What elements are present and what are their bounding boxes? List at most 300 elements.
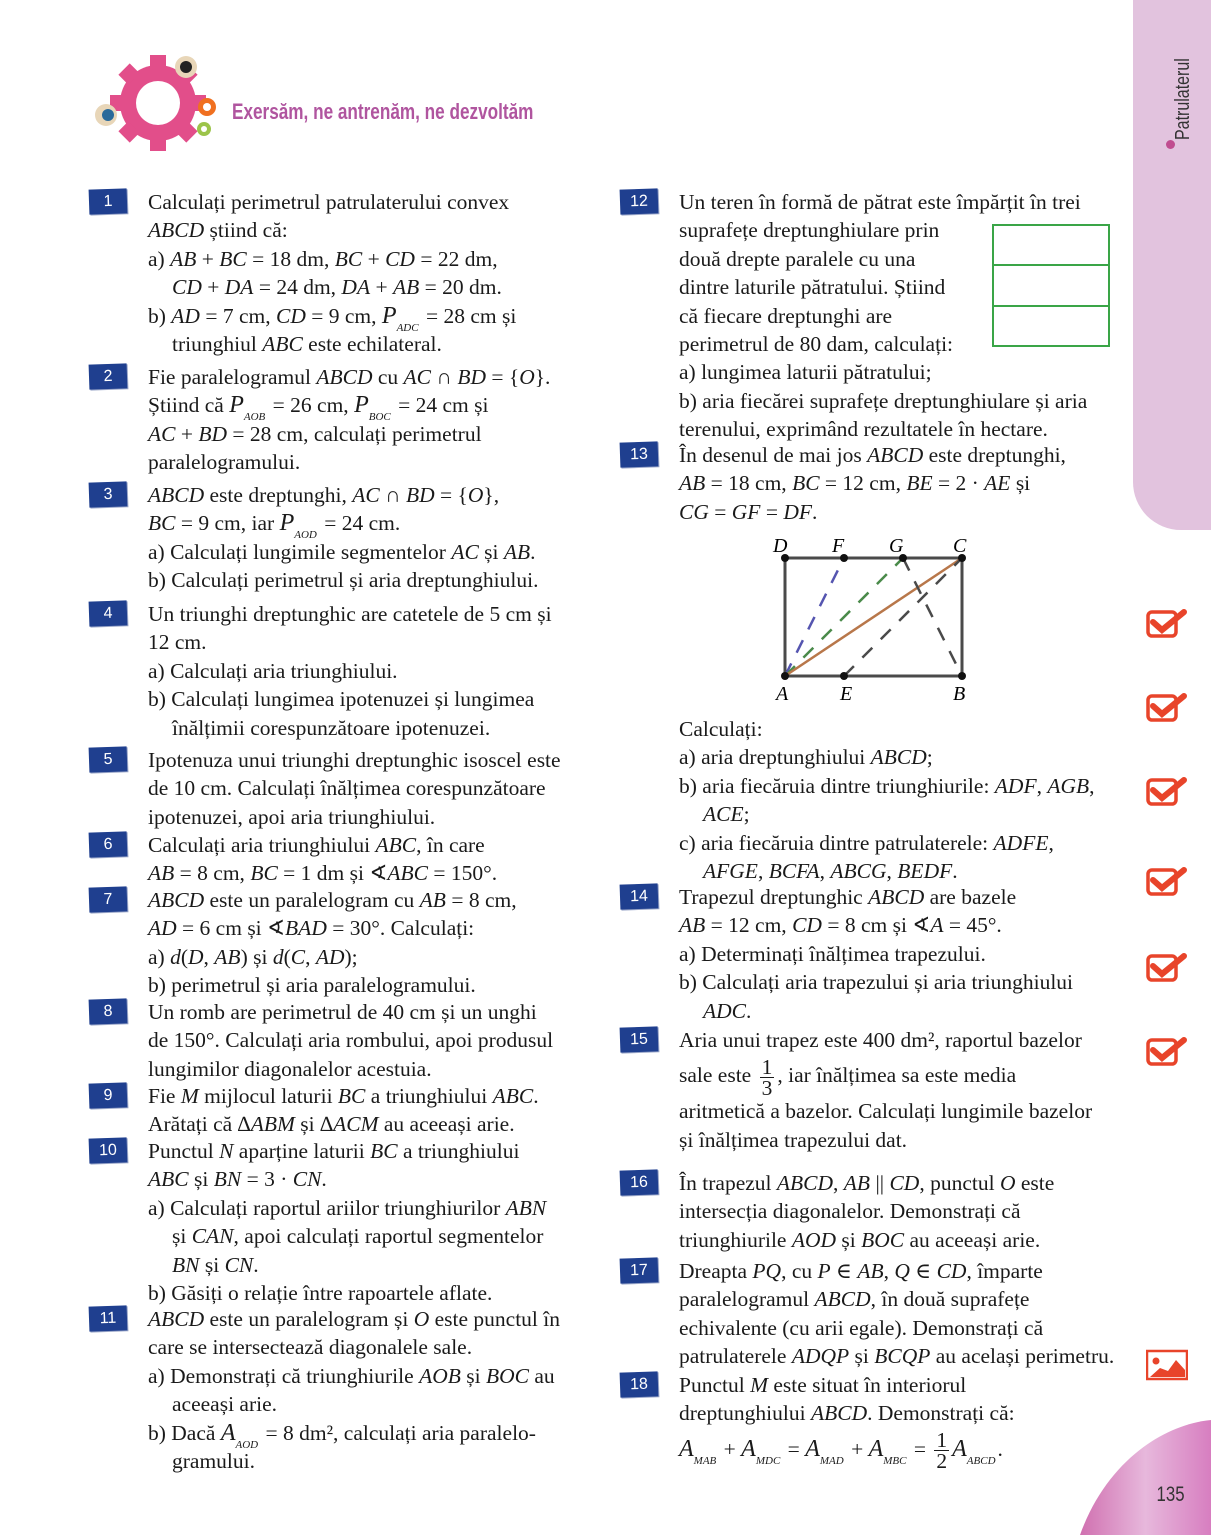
text-line (148, 859, 598, 887)
math-variable: CD (385, 246, 415, 271)
text-segment: , punctul (919, 1171, 1000, 1195)
text-segment: În desenul de mai jos (679, 443, 868, 467)
text-segment: b) Dacă (148, 1420, 221, 1445)
text-segment: Știind că (148, 393, 230, 418)
check-icon[interactable] (1146, 864, 1188, 898)
text-line (148, 1110, 598, 1138)
text-segment: = 30°. Calculați: (326, 916, 475, 941)
point-a (781, 672, 789, 680)
fraction-denominator: 3 (761, 1075, 773, 1100)
text-segment: + (718, 1436, 742, 1461)
exercise-18 (679, 1371, 1129, 1474)
text-segment: și (836, 1227, 862, 1252)
square-field-figure (990, 222, 1112, 350)
text-line (679, 1126, 1129, 1154)
text-segment: , cu (781, 1259, 818, 1283)
text-line (148, 216, 598, 244)
text-line (148, 1194, 598, 1222)
math-variable: ABM (250, 1112, 295, 1137)
text-segment: și (188, 1167, 214, 1192)
text-segment: a triunghiului (397, 1139, 520, 1163)
math-variable: AD (148, 916, 177, 941)
text-line (679, 800, 1129, 828)
exercise-13 (679, 441, 1129, 526)
text-segment: . (253, 1252, 259, 1277)
text-segment: a) Calculați raportul ariilor triunghiurilor (148, 1195, 506, 1220)
text-line (148, 448, 598, 476)
math-variable: CD (936, 1259, 967, 1283)
exercise-1 (148, 188, 598, 358)
math-subscript: MDC (755, 1454, 781, 1467)
fraction (760, 1054, 775, 1100)
text-segment: patrulaterele (679, 1344, 792, 1369)
text-segment: este dreptunghi, (204, 483, 353, 507)
text-segment: paralelogramului. (148, 450, 301, 475)
math-variable: ABCD (810, 1401, 868, 1426)
text-segment: = 9 cm, (305, 303, 382, 328)
check-icon[interactable] (1146, 690, 1188, 724)
math-variable: ABCD (867, 443, 924, 467)
text-segment: = 20 dm. (419, 275, 502, 300)
math-variable: ABC (492, 1084, 534, 1108)
text-segment: În trapezul (679, 1171, 777, 1195)
text-segment: . (530, 539, 536, 564)
text-segment: au (528, 1363, 555, 1388)
text-line (679, 1169, 1129, 1197)
text-segment: a) Calculați lungimile segmentelor (148, 539, 452, 564)
text-line (679, 188, 1129, 216)
text-segment: are bazele (924, 885, 1017, 909)
text-segment: lungimilor diagonalelor acestuia. (148, 1056, 432, 1081)
text-segment: , (1089, 773, 1095, 798)
text-line (148, 714, 598, 742)
math-variable: ABCD (148, 1307, 205, 1331)
text-segment: este un paralelogram cu (204, 888, 420, 912)
text-line (148, 188, 598, 216)
math-subscript: MBC (883, 1454, 907, 1467)
math-variable: N (219, 1139, 234, 1163)
exercise-8 (148, 998, 598, 1083)
text-line (148, 509, 598, 542)
exercise-number-badge: 1 (89, 188, 128, 214)
text-segment: + (845, 1436, 869, 1461)
text-segment: și ∆ (294, 1112, 334, 1137)
text-segment: a) Demonstrați că triunghiurile (148, 1363, 420, 1388)
text-segment: , (883, 1259, 895, 1283)
segment-ec (844, 558, 962, 676)
text-line (679, 1257, 1129, 1285)
math-variable: P (817, 1259, 831, 1283)
text-segment: , (305, 944, 316, 969)
text-line (679, 358, 1129, 386)
text-segment: au aceeași arie. (904, 1227, 1041, 1252)
text-line (148, 943, 598, 971)
math-variable: AC (451, 539, 479, 564)
text-segment: este punctul în (429, 1307, 560, 1331)
math-variable: BD (457, 365, 486, 389)
text-segment: = (760, 499, 784, 524)
segment-af (785, 558, 844, 676)
text-line (148, 420, 598, 448)
math-variable: O (999, 1171, 1016, 1195)
math-variable: AD (315, 944, 345, 969)
text-segment: , împarte (966, 1259, 1043, 1283)
text-segment: intersecția diagonalelor. Demonstrați că (679, 1199, 1021, 1224)
exercise-number-badge: 14 (620, 883, 659, 909)
text-segment: ); (344, 944, 358, 969)
text-line (148, 628, 598, 656)
text-segment: a) Calculați aria triunghiului. (148, 658, 398, 683)
chapter-label: Patrulaterul (1172, 58, 1194, 140)
text-line (148, 998, 598, 1026)
math-variable: CG (679, 499, 709, 524)
text-segment: }, (483, 483, 500, 507)
text-line (148, 886, 598, 914)
text-line (148, 1333, 598, 1361)
text-segment: ; (743, 802, 750, 827)
segment-gb (903, 558, 962, 676)
math-variable: ADC (703, 998, 746, 1023)
text-segment: este echilateral. (302, 331, 442, 356)
math-variable: AB (843, 1171, 871, 1195)
math-variable: BD (198, 421, 228, 446)
math-variable: AB (392, 275, 420, 300)
text-segment: = 24 dm, (253, 275, 342, 300)
text-segment: aritmetică a bazelor. Calculați lungimile bazelor (679, 1099, 1093, 1124)
text-segment: = 8 cm și ∢ (821, 913, 931, 938)
text-line (148, 566, 598, 594)
text-segment: perimetrul de 80 dam, calculați: (679, 331, 954, 356)
text-segment: suprafețe dreptunghiulare prin (679, 218, 940, 243)
text-segment: Un romb are perimetrul de 40 cm și un unghi (148, 1000, 537, 1024)
math-variable: BD (405, 483, 435, 507)
math-subscript: MAB (693, 1454, 717, 1467)
check-icon[interactable] (1146, 774, 1188, 808)
text-segment: ∈ (830, 1259, 858, 1283)
text-segment: triunghiul (172, 331, 263, 356)
text-line (148, 1362, 598, 1390)
exercise-number-badge: 4 (89, 600, 128, 626)
text-line (148, 1082, 598, 1110)
math-variable: ABC (262, 331, 303, 356)
exercise-number-badge: 13 (620, 441, 659, 467)
label-f: F (832, 535, 845, 557)
math-script-symbol: A (805, 1435, 820, 1462)
math-variable: BCFA (768, 858, 820, 883)
text-segment: = 18 cm, (705, 471, 793, 496)
text-line (148, 391, 598, 424)
math-variable: GF (731, 499, 761, 524)
text-segment: dreptunghiului (679, 1401, 811, 1426)
text-segment: ; (926, 745, 933, 770)
exercise-10 (148, 1137, 598, 1307)
text-segment: , (757, 858, 769, 883)
math-variable: DF (783, 499, 812, 524)
math-variable: ADF (994, 773, 1037, 798)
text-segment: ipotenuzei, apoi aria triunghiului. (148, 804, 436, 829)
text-line (679, 469, 1129, 497)
text-segment: = 28 cm, calculați perimetrul (227, 421, 482, 446)
text-segment: ) și (240, 944, 273, 969)
math-variable: ACE (703, 802, 744, 827)
text-segment: . Demonstrați că: (867, 1401, 1015, 1426)
text-line (148, 363, 598, 391)
text-segment: , apoi calculați raportul segmentelor (233, 1224, 544, 1249)
math-variable: BOC (485, 1363, 529, 1388)
text-segment: = 9 cm, iar (175, 511, 280, 536)
text-segment: și (478, 539, 504, 564)
text-segment: înălțimii corespunzătoare ipotenuzei. (172, 715, 491, 740)
math-script-symbol: A (679, 1435, 694, 1462)
text-line (679, 1054, 1129, 1100)
math-variable: PQ (752, 1259, 782, 1283)
text-segment: = 8 cm, (445, 888, 517, 912)
math-variable: AB (214, 944, 241, 969)
math-variable: CD (889, 1171, 920, 1195)
math-subscript: AOD (294, 529, 317, 542)
math-variable: ABC (148, 1167, 189, 1192)
check-icon[interactable] (1146, 1034, 1188, 1068)
exercise-number-badge: 6 (89, 831, 128, 857)
math-variable: AD (171, 303, 200, 328)
image-icon[interactable] (1146, 1348, 1188, 1382)
math-subscript: ABCD (966, 1454, 996, 1467)
math-subscript: AOD (235, 1438, 259, 1451)
text-segment: Calculați: (679, 717, 763, 741)
text-segment: . (321, 1167, 327, 1192)
text-line (148, 1165, 598, 1193)
math-variable: AGB (1047, 773, 1090, 798)
text-segment: . (746, 998, 752, 1023)
exercise-number-badge: 3 (89, 481, 128, 507)
math-variable: DA (341, 275, 371, 300)
text-segment: = 24 cm și (392, 393, 489, 418)
text-segment: mijlocul laturii (198, 1084, 338, 1108)
text-segment: , în care (416, 833, 485, 857)
math-variable: AB (679, 471, 706, 496)
text-segment: + (362, 246, 386, 271)
fraction-numerator: 1 (761, 1054, 773, 1079)
text-line (679, 1097, 1129, 1125)
math-variable: AB (503, 539, 531, 564)
math-variable: ABCD (148, 888, 205, 912)
text-line (679, 883, 1129, 911)
text-segment: = (708, 499, 732, 524)
math-variable: DA (224, 275, 254, 300)
math-variable: AOB (419, 1363, 461, 1388)
text-line (148, 774, 598, 802)
text-segment: și (172, 1224, 192, 1249)
text-segment: = 18 dm, (246, 246, 335, 271)
text-segment: b) aria fiecărei suprafețe dreptunghiulare și aria (679, 388, 1088, 413)
math-variable: BN (172, 1252, 200, 1277)
math-variable: AFGE (703, 858, 758, 883)
text-line (679, 1026, 1129, 1054)
check-icon[interactable] (1146, 950, 1188, 984)
text-segment: + (196, 246, 220, 271)
text-segment: Arătați că ∆ (148, 1112, 251, 1137)
math-variable: ABCD (148, 218, 205, 243)
text-line (679, 772, 1129, 800)
exercise-2 (148, 363, 598, 477)
rectangle-abcd-figure (760, 530, 990, 710)
math-variable: CD (792, 913, 822, 938)
math-variable: BCQP (874, 1344, 931, 1369)
math-variable: AC (352, 483, 380, 507)
exercise-4 (148, 600, 598, 742)
exercise-number-badge: 17 (620, 1257, 659, 1283)
text-segment: = 8 cm, (174, 861, 251, 886)
text-segment: sale este (679, 1063, 757, 1088)
text-segment: Calculați perimetrul patrulaterului convex (148, 190, 510, 214)
text-line (148, 1137, 598, 1165)
text-segment: de 150°. Calculați aria rombului, apoi produsul (148, 1028, 554, 1053)
text-segment: = 12 cm, (819, 471, 907, 496)
exercise-7 (148, 886, 598, 1000)
text-segment: = 24 cm. (318, 511, 401, 536)
label-d: D (773, 535, 788, 557)
text-line (148, 1222, 598, 1250)
text-segment: = 1 dm și ∢ (277, 861, 388, 886)
text-segment: Trapezul dreptunghic (679, 885, 869, 909)
text-line (148, 1447, 598, 1475)
text-segment: . (812, 499, 818, 524)
text-segment: = (782, 1436, 806, 1461)
text-segment: Calculați aria triunghiului (148, 833, 376, 857)
text-segment: = 6 cm și ∢ (176, 916, 286, 941)
text-segment: = 3 · (241, 1167, 293, 1192)
math-variable: ABC (387, 861, 428, 886)
math-script-symbol: A (952, 1435, 967, 1462)
text-line (148, 1055, 598, 1083)
text-segment: Aria unui trapez este 400 dm², raportul bazelor (679, 1028, 1082, 1052)
text-segment: aceeași arie. (172, 1392, 278, 1417)
text-line (679, 498, 1129, 526)
segment-ag (785, 558, 903, 676)
text-segment: ( (180, 944, 188, 969)
text-segment: b) Calculați aria trapezului și aria triunghiului (679, 970, 1074, 995)
text-segment: este un paralelogram și (204, 1307, 414, 1331)
math-variable: C (290, 944, 306, 969)
exercise-17 (679, 1257, 1129, 1371)
exercise-15 (679, 1026, 1129, 1154)
text-line (679, 715, 1129, 743)
text-line (148, 1026, 598, 1054)
math-variable: AC (148, 421, 176, 446)
math-variable: BEDF (897, 858, 953, 883)
math-variable: BC (219, 246, 247, 271)
text-segment: , (886, 858, 898, 883)
math-variable: M (750, 1373, 768, 1397)
math-variable: ADQP (791, 1344, 850, 1369)
exercise-number-badge: 7 (89, 886, 128, 912)
math-script-symbol: A (868, 1435, 884, 1462)
math-variable: ABCD (316, 365, 373, 389)
text-segment: a) (148, 944, 171, 969)
text-line (148, 1390, 598, 1418)
text-line (679, 1314, 1129, 1342)
text-segment: = 8 dm², calculați aria paralelo- (260, 1420, 536, 1445)
math-variable: D (188, 944, 204, 969)
exercise-16 (679, 1169, 1129, 1254)
text-line (148, 803, 598, 831)
text-line (679, 911, 1129, 939)
text-line (679, 940, 1129, 968)
math-variable: d (170, 944, 181, 969)
check-icon[interactable] (1146, 606, 1188, 640)
text-segment: b) (148, 303, 172, 328)
text-segment: două drepte paralele cu una (679, 246, 916, 271)
text-line (679, 1285, 1129, 1313)
label-a: A (776, 683, 789, 705)
text-segment: , iar înălțimea sa este media (777, 1063, 1017, 1088)
exercise-5 (148, 746, 598, 831)
exercise-number-badge: 12 (620, 188, 659, 214)
math-subscript: AOB (243, 411, 266, 424)
text-segment: = 28 cm și (420, 303, 517, 328)
text-segment: , (819, 858, 831, 883)
text-segment: și înălțimea trapezului dat. (679, 1127, 908, 1152)
text-line (148, 1251, 598, 1279)
math-variable: AB (419, 888, 446, 912)
exercise-number-badge: 8 (89, 998, 128, 1024)
text-segment: = { (434, 483, 468, 507)
math-variable: ABCD (814, 1287, 871, 1312)
math-variable: AB (170, 246, 197, 271)
text-segment: , (1036, 773, 1048, 798)
text-line (148, 538, 598, 566)
text-line (148, 302, 598, 334)
text-line (679, 1428, 1129, 1474)
point-e (840, 672, 848, 680)
text-segment: + (175, 421, 199, 446)
text-line (148, 481, 598, 509)
text-segment: paralelogramul (679, 1287, 815, 1312)
text-segment: 12 cm. (148, 630, 207, 655)
math-variable: O (467, 483, 484, 507)
text-line (148, 914, 598, 942)
text-segment: a triunghiului (365, 1084, 493, 1108)
math-variable: ABC (375, 833, 417, 857)
math-subscript: BOC (368, 411, 391, 424)
math-variable: d (272, 944, 284, 969)
exercise-number-badge: 11 (89, 1305, 128, 1331)
math-variable: AB (679, 913, 706, 938)
exercise-9 (148, 1082, 598, 1139)
math-variable: O (413, 1307, 430, 1331)
bullet-dot-icon (1166, 140, 1175, 149)
fraction-numerator: 1 (936, 1428, 948, 1453)
text-segment: ∩ (431, 365, 458, 389)
math-script-symbol: A (220, 1419, 236, 1446)
text-line (679, 415, 1129, 443)
text-line (148, 1419, 598, 1451)
math-variable: CD (276, 303, 306, 328)
math-variable: AB (857, 1259, 884, 1283)
text-segment: de 10 cm. Calculați înălțimea corespunzătoare (148, 776, 546, 801)
text-segment: , (1048, 830, 1054, 855)
exercise-11 (148, 1305, 598, 1475)
text-line (148, 685, 598, 713)
text-segment: Ipotenuza unui triunghi dreptunghic isoscel este (148, 748, 561, 772)
math-variable: ABCD (776, 1171, 834, 1195)
label-g: G (889, 535, 904, 557)
math-variable: AC (403, 365, 432, 389)
text-segment: . (997, 1436, 1003, 1461)
text-segment: b) aria fiecăruia dintre triunghiurile: (679, 773, 995, 798)
gears-logo-icon (86, 55, 231, 157)
text-segment: = 2 · (932, 471, 985, 496)
